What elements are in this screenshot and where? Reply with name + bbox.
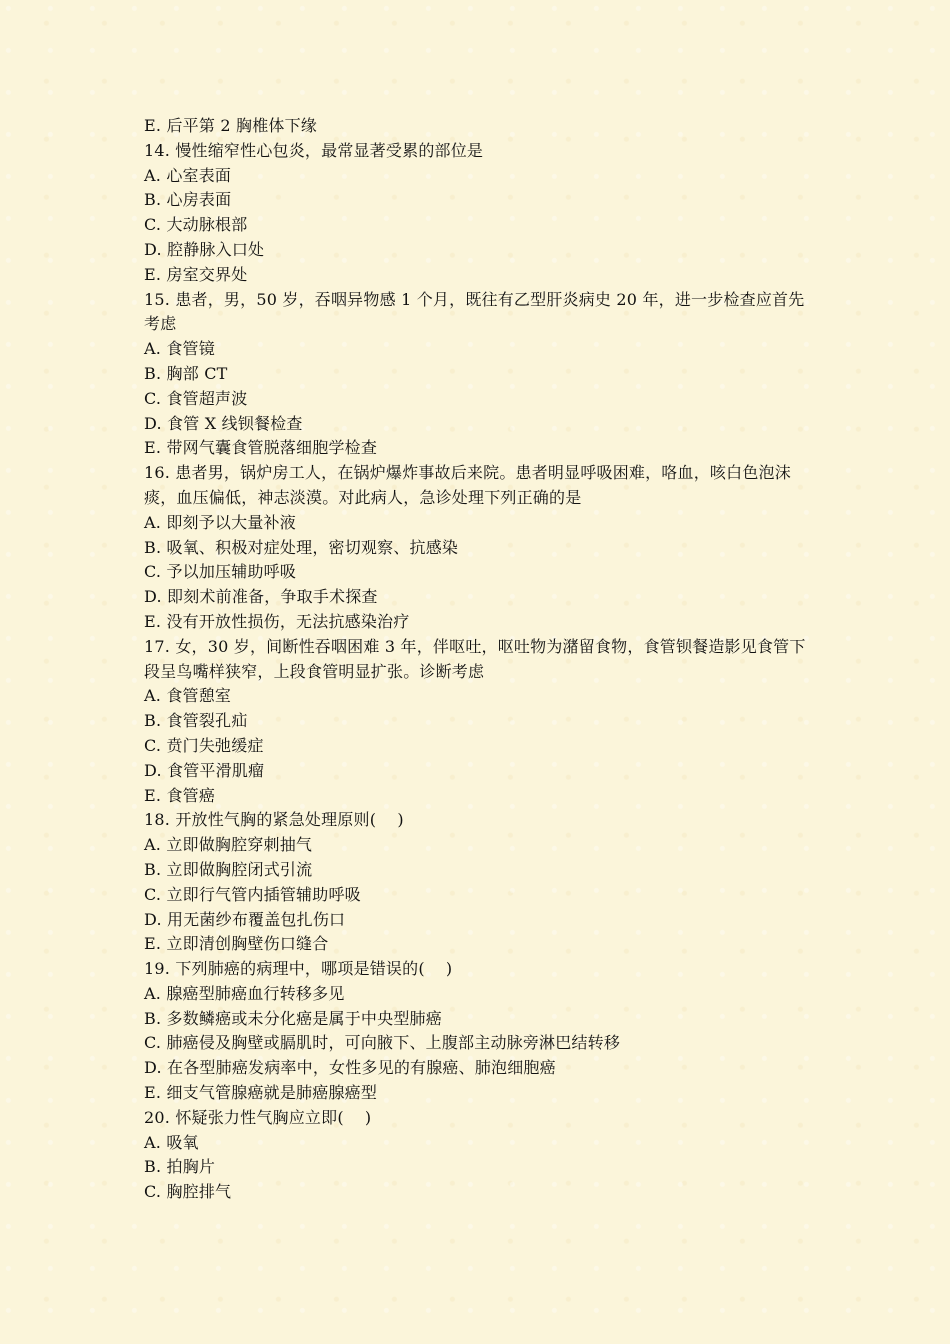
question-line: 19. 下列肺癌的病理中，哪项是错误的( ) (144, 959, 453, 979)
question-line: 17. 女，30 岁，间断性吞咽困难 3 年，伴呕吐，呕吐物为潴留食物，食管钡餐造影见食管下 (144, 636, 806, 656)
option-line: C. 肺癌侵及胸壁或膈肌时，可向腋下、上腹部主动脉旁淋巴结转移 (144, 1033, 621, 1053)
option-line: E. 带网气囊食管脱落细胞学检查 (144, 438, 378, 458)
option-line: A. 腺癌型肺癌血行转移多见 (144, 983, 345, 1003)
option-line: B. 拍胸片 (144, 1157, 216, 1177)
option-line: C. 贲门失弛缓症 (144, 735, 264, 755)
question-line: 18. 开放性气胸的紧急处理原则( ) (144, 810, 404, 830)
option-line: C. 胸腔排气 (144, 1182, 232, 1202)
option-line: A. 食管镜 (144, 339, 215, 359)
question-continuation-line: 考虑 (144, 314, 177, 334)
text-line: E. 后平第 2 胸椎体下缘 (144, 116, 318, 135)
option-line: E. 细支气管腺癌就是肺癌腺癌型 (144, 1083, 378, 1103)
option-line: D. 食管平滑肌瘤 (144, 760, 265, 780)
option-line: E. 立即清创胸壁伤口缝合 (144, 934, 329, 954)
option-line: C. 大动脉根部 (144, 215, 248, 235)
question-line: 14. 慢性缩窄性心包炎，最常显著受累的部位是 (144, 140, 484, 160)
document-content (144, 114, 812, 1205)
option-line: C. 予以加压辅助呼吸 (144, 562, 297, 582)
option-line: E. 没有开放性损伤，无法抗感染治疗 (144, 611, 410, 631)
option-line: D. 在各型肺癌发病率中，女性多见的有腺癌、肺泡细胞癌 (144, 1058, 556, 1078)
question-continuation-line: 段呈鸟嘴样狭窄，上段食管明显扩张。诊断考虑 (144, 661, 485, 681)
option-line: D. 用无菌纱布覆盖包扎伤口 (144, 909, 346, 929)
option-line: D. 即刻术前准备，争取手术探查 (144, 587, 378, 607)
option-line: C. 立即行气管内插管辅助呼吸 (144, 884, 361, 904)
option-line: B. 胸部 CT (144, 363, 228, 383)
question-line: 16. 患者男，锅炉房工人，在锅炉爆炸事故后来院。患者明显呼吸困难，咯血，咳白色泡沫 (144, 463, 791, 483)
option-line: B. 多数鳞癌或未分化癌是属于中央型肺癌 (144, 1008, 442, 1028)
option-line: A. 食管憩室 (144, 686, 232, 706)
option-line: A. 吸氧 (144, 1132, 199, 1152)
option-line: C. 食管超声波 (144, 388, 248, 408)
option-line: B. 吸氧、积极对症处理，密切观察、抗感染 (144, 537, 459, 557)
question-continuation-line: 痰，血压偏低，神志淡漠。对此病人，急诊处理下列正确的是 (144, 487, 582, 507)
option-line: D. 腔静脉入口处 (144, 239, 265, 259)
option-line: A. 立即做胸腔穿刺抽气 (144, 835, 313, 855)
question-line: 15. 患者，男，50 岁，吞咽异物感 1 个月，既往有乙型肝炎病史 20 年，进一步检查应首先 (144, 289, 805, 309)
option-line: A. 即刻予以大量补液 (144, 512, 296, 532)
option-line: B. 立即做胸腔闭式引流 (144, 859, 313, 879)
question-line: 20. 怀疑张力性气胸应立即( ) (144, 1107, 372, 1127)
option-line: B. 食管裂孔疝 (144, 711, 248, 731)
option-line: E. 房室交界处 (144, 264, 248, 284)
option-line: B. 心房表面 (144, 190, 232, 210)
option-line: D. 食管 X 线钡餐检查 (144, 413, 303, 433)
option-line: E. 食管癌 (144, 785, 216, 805)
option-line: A. 心室表面 (144, 165, 232, 185)
